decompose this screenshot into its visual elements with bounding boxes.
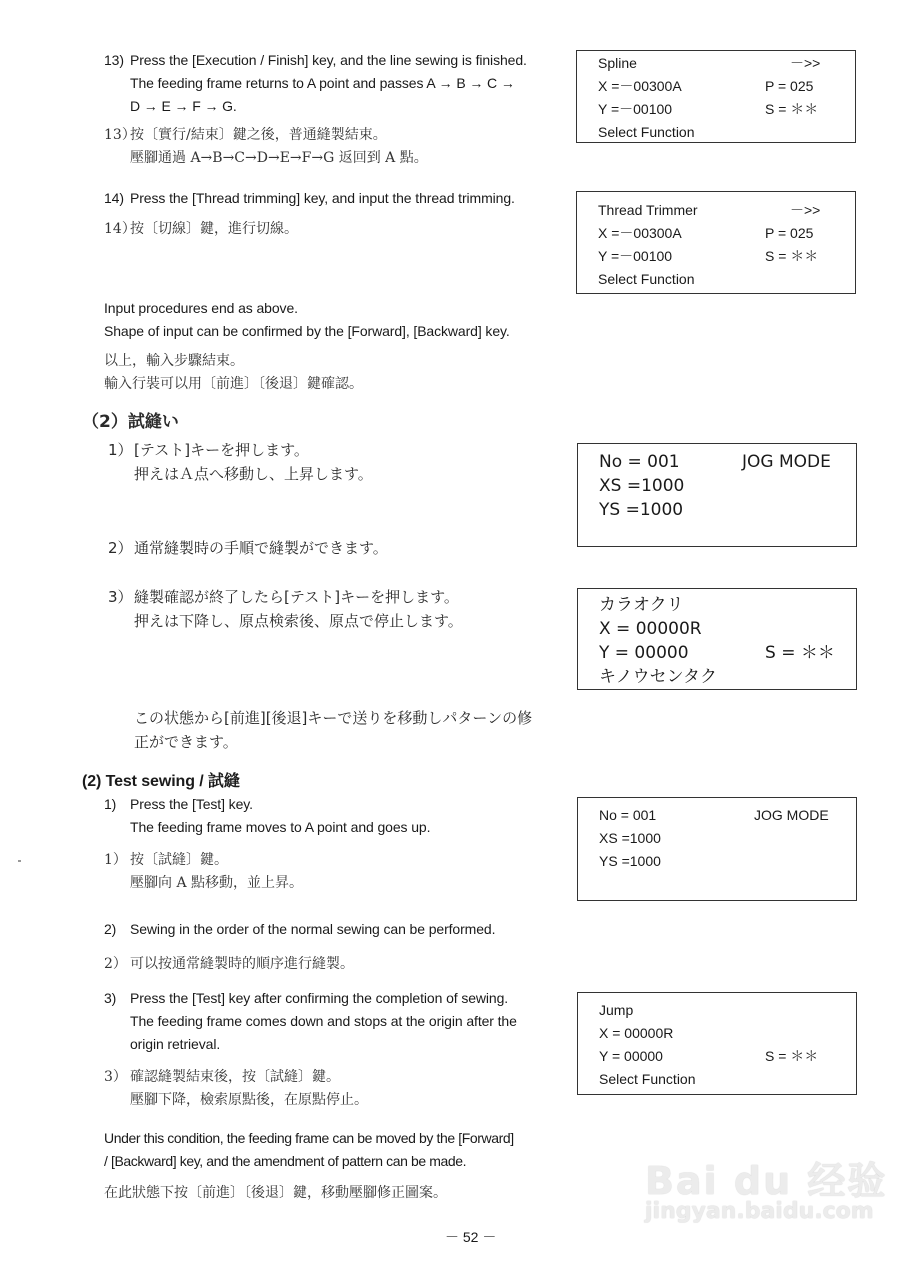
en-note: Under this condition, the feeding frame can be moved by the [Forward] / [Backward] key, and the amendment of pattern can be made. (104, 1130, 514, 1169)
step-14-zh: 14）按〔切線〕鍵，進行切線。 (104, 221, 298, 237)
jp-item-1: 1）[テスト]キーを押します。 押えはＡ点へ移動し、上昇します。 (108, 441, 373, 483)
jp-note: この状態から[前進][後退]キーで送りを移動しパターンの修 正ができます。 (134, 709, 533, 751)
en-item-1: 1) Press the [Test] key. The feeding frame moves to A point and goes up. (104, 796, 431, 835)
en-section-title: (2) Test sewing / 試縫 (82, 773, 240, 790)
lcd-display-spline: Spline －>> X =－00300A P = 025 Y =－00100 S = ＊＊ Select Function (576, 50, 856, 143)
jp-item-3: 3）縫製確認が終了したら[テスト]キーを押します。 押えは下降し、原点検索後、原点で停止します。 (108, 588, 463, 630)
en-item-2: 2) Sewing in the order of the normal sewing can be performed. (104, 921, 496, 937)
lcd-display-thread-trimmer: Thread Trimmer －>> X =－00300A P = 025 Y =－00100 S = ＊＊ Select Function (576, 191, 856, 294)
scan-speck (18, 860, 21, 862)
baidu-watermark: Bai du 经验 jingyan.baidu.com (645, 1159, 888, 1224)
lcd-display-jog-mode-jp: No = 001 JOG MODE XS =1000 YS =1000 (577, 443, 857, 547)
en-item-3: 3) Press the [Test] key after confirming the completion of sewing. The feeding frame comes down and stops at the origin after the origin retrieval. (104, 990, 517, 1052)
en-item-2-zh: 2） 可以按通常縫製時的順序進行縫製。 (104, 956, 354, 972)
lcd-display-jump: Jump X = 00000R Y = 00000 S = ＊＊ Select Function (577, 992, 857, 1095)
page-number: － 52 － (445, 1229, 497, 1245)
jp-item-2: 2）通常縫製時の手順で縫製ができます。 (108, 539, 388, 557)
summary-zh: 以上，輸入步驟結束。 輸入行裝可以用〔前進〕〔後退〕鍵確認。 (104, 353, 363, 392)
summary-en: Input procedures end as above. Shape of input can be confirmed by the [Forward], [Backward] key. (104, 300, 510, 339)
step-13-zh: 13）按〔實行/結束〕鍵之後，普通縫製結束。 壓腳通過 A→B→C→D→E→F→G 返回到 A 點。 (104, 127, 428, 166)
zh-note: 在此狀態下按〔前進〕〔後退〕鍵，移動壓腳修正圖案。 (104, 1185, 447, 1201)
en-item-3-zh: 3） 確認縫製結束後，按〔試縫〕鍵。 壓腳下降，檢索原點後，在原點停止。 (104, 1069, 368, 1108)
jp-section-title: （2）試縫い (82, 412, 179, 432)
lcd-display-jog-mode-en: No = 001 JOG MODE XS =1000 YS =1000 (577, 797, 857, 901)
lcd-display-origin-jp: カラオクリ X = 00000R Y = 00000 S = ＊＊ キノウセンタク (577, 588, 857, 690)
step-14-en: 14) Press the [Thread trimming] key, and input the thread trimming. (104, 190, 515, 206)
step-13-en: 13) Press the [Execution / Finish] key, and the line sewing is finished. The feeding frame returns to A point and passes A → B → C → D → E → F → G. (104, 52, 527, 114)
en-item-1-zh: 1） 按〔試縫〕鍵。 壓腳向 A 點移動，並上昇。 (104, 852, 304, 891)
